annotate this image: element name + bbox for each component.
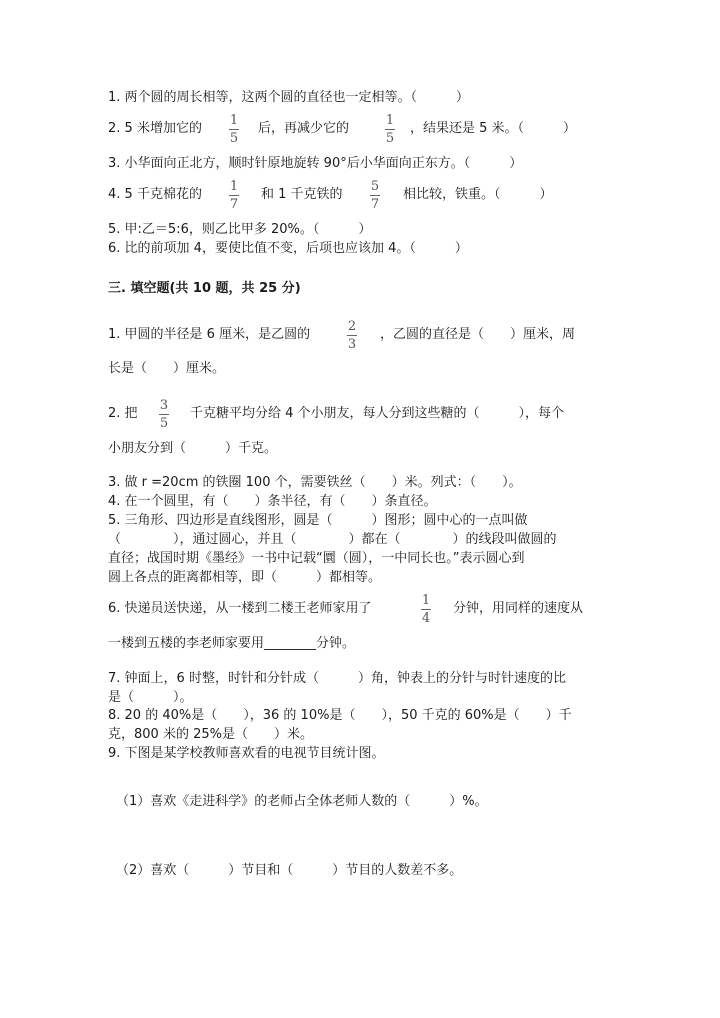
fraction-denominator: 5 <box>229 131 239 146</box>
fraction-numerator: 1 <box>229 179 239 194</box>
fraction-numerator: 5 <box>370 179 380 194</box>
fraction-denominator: 7 <box>370 197 380 212</box>
judge-q1: 1. 两个圆的周长相等，这两个圆的直径也一定相等。（ ） <box>108 90 470 105</box>
judge-q3: 3. 小华面向正北方，顺时针原地旋转 90°后小华面向正东方。（ ） <box>108 156 523 171</box>
fraction-1-5-a <box>229 114 239 146</box>
fill-q8-line1: 8. 20 的 40%是（ ），36 的 10%是（ ），50 千克的 60%是（ ）千 <box>108 708 572 723</box>
fill-q9-sub1: （1）喜欢《走进科学》的老师占全体老师人数的（ ）%。 <box>116 794 488 809</box>
fraction-numerator: 1 <box>421 593 431 608</box>
fill-q5-line3: 直径；战国时期《墨经》一书中记载“圜（圆），一中同长也。”表示圆心到 <box>108 551 525 566</box>
fraction-bar <box>229 129 239 130</box>
judge-q4-part-b: 和 1 千克铁的 <box>261 187 343 202</box>
judge-q2-part-a: 2. 5 米增加它的 <box>108 121 202 136</box>
judge-q5: 5. 甲:乙＝5:6，则乙比甲多 20%。（ ） <box>108 222 372 237</box>
fraction-1-5-b <box>385 114 395 146</box>
fill-q3: 3. 做 r =20cm 的铁圈 100 个，需要铁丝（ ）米。列式：（ ）。 <box>108 475 522 490</box>
fraction-bar <box>370 195 380 196</box>
fraction-denominator: 5 <box>385 131 395 146</box>
fill-q5-line2: （ ），通过圆心，并且（ ）都在（ ）的线段叫做圆的 <box>108 532 557 547</box>
fraction-denominator: 5 <box>159 416 169 431</box>
judge-q2-part-b: 后，再减少它的 <box>258 121 350 136</box>
fill-q9: 9. 下图是某学校教师喜欢看的电视节目统计图。 <box>108 746 385 761</box>
fraction-1-4 <box>421 594 431 626</box>
fraction-numerator: 2 <box>347 319 357 334</box>
judge-q2-part-c: ，结果还是 5 米。（ ） <box>410 121 577 136</box>
fill-q1-part-a: 1. 甲圆的半径是 6 厘米，是乙圆的 <box>108 327 311 342</box>
fill-q9-sub2: （2）喜欢（ ）节目和（ ）节目的人数差不多。 <box>116 863 463 878</box>
fraction-numerator: 1 <box>229 113 239 128</box>
fraction-bar <box>385 129 395 130</box>
fraction-bar <box>159 414 169 415</box>
judge-q4-part-c: 相比较，铁重。（ ） <box>403 187 553 202</box>
fraction-denominator: 7 <box>229 197 239 212</box>
fill-q2-part-a: 2. 把 <box>108 406 138 421</box>
fraction-numerator: 3 <box>159 398 169 413</box>
fill-q5-line1: 5. 三角形、四边形是直线图形，圆是（ ）图形；圆中心的一点叫做 <box>108 513 528 528</box>
fraction-bar <box>347 335 357 336</box>
fill-q6-part-a: 6. 快递员送快递，从一楼到二楼王老师家用了 <box>108 601 372 616</box>
fill-q4: 4. 在一个圆里，有（ ）条半径，有（ ）条直径。 <box>108 494 437 509</box>
judge-q4-part-a: 4. 5 千克棉花的 <box>108 187 202 202</box>
fill-q7-line2: 是（ ）。 <box>108 690 193 705</box>
fill-q6-part-c: 一楼到五楼的李老师家要用________分钟。 <box>108 636 356 651</box>
fraction-5-7 <box>370 180 380 212</box>
fraction-1-7 <box>229 180 239 212</box>
fraction-numerator: 1 <box>385 113 395 128</box>
judge-q6: 6. 比的前项加 4，要使比值不变，后项也应该加 4。（ ） <box>108 241 468 256</box>
fraction-3-5 <box>159 399 169 431</box>
fill-q1-part-c: 长是（ ）厘米。 <box>108 361 226 376</box>
fill-q7-line1: 7. 钟面上，6 时整，时针和分针成（ ）角，钟表上的分针与时针速度的比 <box>108 671 566 686</box>
fill-q1-part-b: ，乙圆的直径是（ ）厘米，周 <box>380 327 576 342</box>
fraction-2-3 <box>347 320 357 352</box>
fraction-bar <box>229 195 239 196</box>
fill-q8-line2: 克，800 米的 25%是（ ）米。 <box>108 727 313 742</box>
fraction-bar <box>421 609 431 610</box>
fraction-denominator: 3 <box>347 337 357 352</box>
fill-q2-part-c: 小朋友分到（ ）千克。 <box>108 441 278 456</box>
fill-q2-part-b: 千克糖平均分给 4 个小朋友，每人分到这些糖的（ ），每个 <box>190 406 565 421</box>
fraction-denominator: 4 <box>421 611 431 626</box>
section-heading: 三. 填空题(共 10 题，共 25 分) <box>108 281 301 296</box>
fill-q5-line4: 圆上各点的距离都相等，即（ ）都相等。 <box>108 570 382 585</box>
fill-q6-part-b: 分钟，用同样的速度从 <box>453 601 584 616</box>
